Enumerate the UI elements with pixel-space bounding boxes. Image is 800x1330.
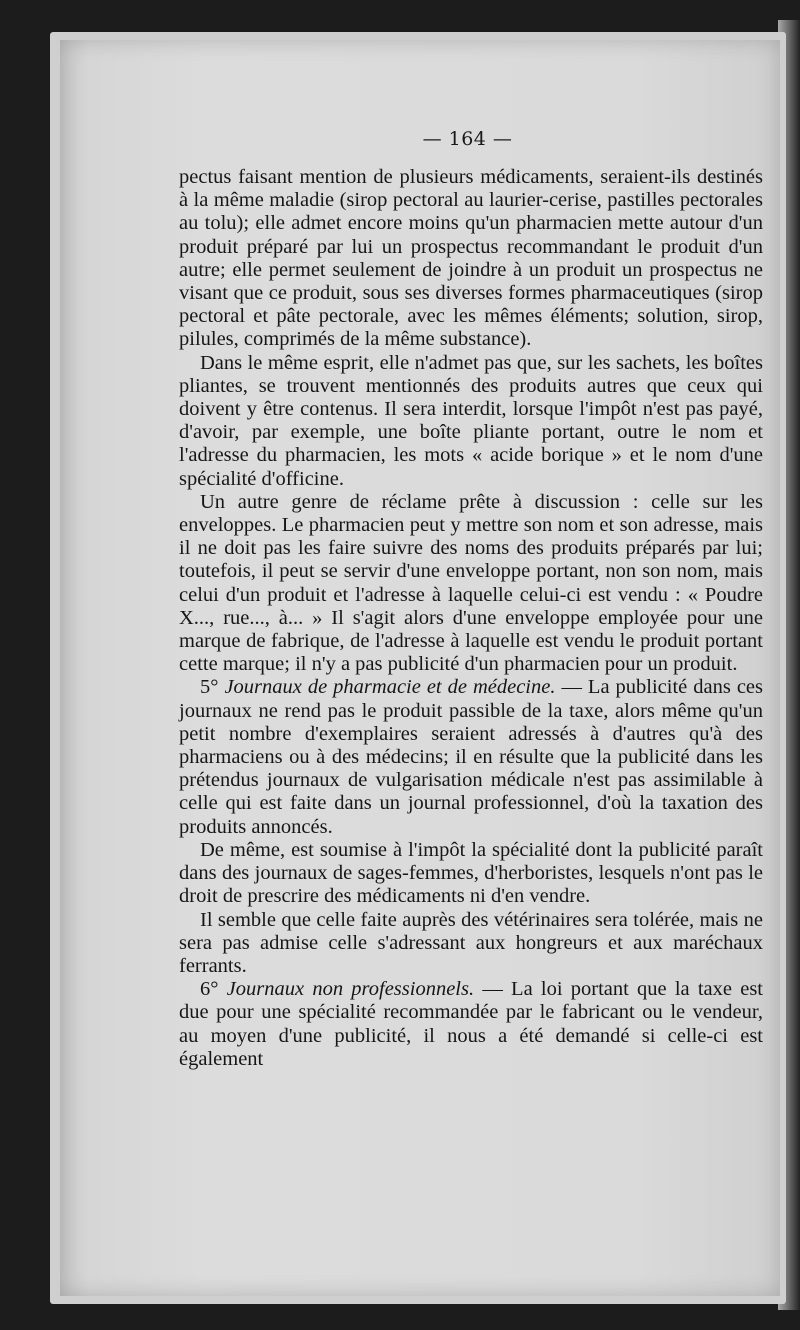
section-number: 6° [200, 978, 219, 1001]
paragraph [179, 839, 763, 909]
page-number: — 164 — [422, 128, 513, 150]
paragraph-text: pectus faisant mention de plusieurs médicaments, seraient-ils destinés à la même maladie (sirop pectoral au laurier-cerise, pastilles pectorales au tolu); elle admet encore moins qu'un pharmacien mette autour d'un produit préparé par lui un prospectus recommandant le produit d'un autre; elle permet seulement de joindre à un produit un prospectus ne visant que ce produit, sous ses diverses formes pharmaceutiques (sirop pectoral et pâte pectorale, avec les mêmes éléments; solution, sirop, pilules, comprimés de la même substance). [179, 166, 763, 351]
section-number: 5° [200, 676, 219, 699]
section-heading: Journaux de pharmacie et de médecine. [224, 676, 556, 699]
paragraph-text: De même, est soumise à l'impôt la spécialité dont la publicité paraît dans des journaux de sages-femmes, d'herboristes, lesquels n'ont pas le droit de prescrire des médicaments ni d'en vendre. [179, 838, 763, 908]
body-text [179, 166, 763, 1071]
paragraph-text: Dans le même esprit, elle n'admet pas que, sur les sachets, les boîtes pliantes, se trouvent mentionnés des produits autres que ceux qui doivent y être contenus. Il sera interdit, lorsque l'impôt n'est pas payé, d'avoir, par exemple, une boîte pliante portant, outre le nom et l'adresse du pharmacien, les mots « acide borique » et le nom d'une spécialité d'officine. [179, 351, 763, 490]
section-paragraph [179, 978, 763, 1071]
paragraph [179, 352, 763, 491]
paragraph-text: — La loi portant que la taxe est due pour une spécialité recommandée par le fabricant ou le vendeur, au moyen d'une publicité, il nous a été demandé si celle-ci est également [179, 978, 763, 1070]
paragraph [179, 909, 763, 979]
paragraph-text: Un autre genre de réclame prête à discussion : celle sur les enveloppes. Le pharmacien peut y mettre son nom et son adresse, mais il ne doit pas les faire suivre des noms des produits préparés par lui; toutefois, il peut se servir d'une enveloppe portant, non son nom, mais celui d'un produit et l'adresse à laquelle celui-ci est vendu : « Poudre X..., rue..., à... » Il s'agit alors d'une enveloppe employée pour une marque de fabrique, de l'adresse à laquelle est vendu le produit portant cette marque; il n'y a pas publicité d'un pharmacien pour un produit. [179, 490, 763, 676]
paragraph [179, 491, 763, 677]
paragraph-text: Il semble que celle faite auprès des vétérinaires sera tolérée, mais ne sera pas admise celle s'adressant aux hongreurs et aux maréchaux ferrants. [179, 908, 763, 977]
section-heading: Journaux non professionnels. [226, 978, 475, 1001]
paragraph [179, 166, 763, 352]
section-paragraph [179, 676, 763, 838]
paragraph-text: — La publicité dans ces journaux ne rend pas le produit passible de la taxe, alors même qu'un petit nombre d'exemplaires seraient adressés à d'autres qu'à des pharmaciens ou à des médecins; il en résulte que la publicité dans les prétendus journaux de vulgarisation médicale n'est pas assimilable à celle qui est faite dans un journal professionnel, d'où la taxation des produits annoncés. [179, 676, 763, 838]
